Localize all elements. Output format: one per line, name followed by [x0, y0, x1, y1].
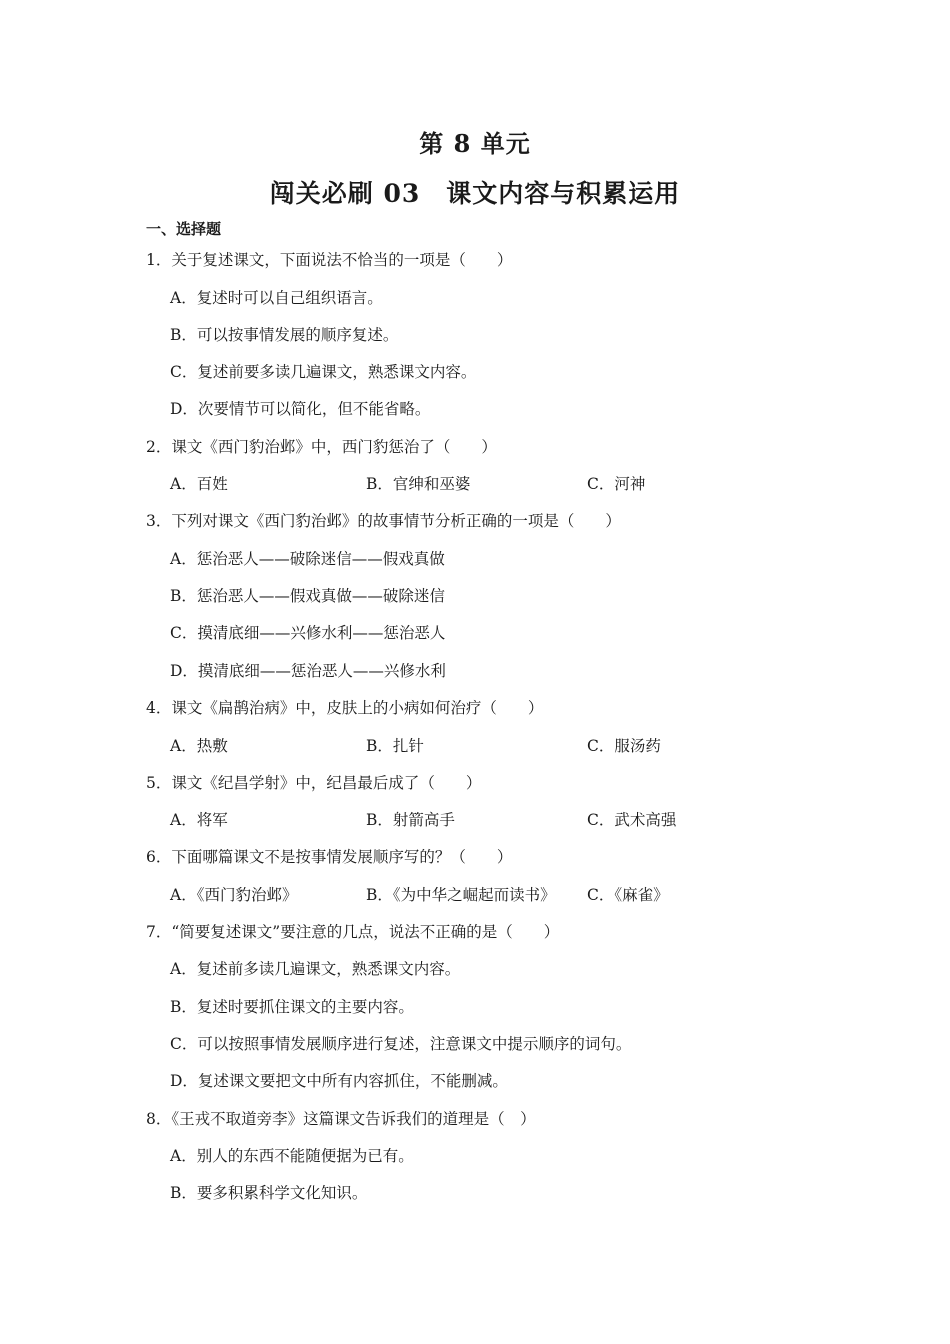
q4-option-c: C．服汤药 [587, 737, 661, 755]
section-heading: 一、选择题 [146, 220, 222, 238]
q1-option-b: B．可以按事情发展的顺序复述。 [170, 326, 399, 344]
q7-option-a: A．复述前多读几遍课文，熟悉课文内容。 [170, 960, 461, 978]
q1-option-d: D．次要情节可以简化，但不能省略。 [170, 400, 431, 418]
question-5: 5．课文《纪昌学射》中，纪昌最后成了（ ） [146, 774, 482, 792]
q7-option-d: D．复述课文要把文中所有内容抓住，不能删减。 [170, 1072, 508, 1090]
q3-option-d: D．摸清底细——惩治恶人——兴修水利 [170, 662, 446, 680]
q1-option-c: C．复述前要多读几遍课文，熟悉课文内容。 [170, 363, 477, 381]
q5-option-c: C．武术高强 [587, 811, 677, 829]
unit-title: 第 8 单元 [419, 129, 531, 158]
q6-option-b: B．《为中华之崛起而读书》 [366, 886, 556, 904]
q8-option-b: B．要多积累科学文化知识。 [170, 1184, 368, 1202]
question-3: 3．下列对课文《西门豹治邺》的故事情节分析正确的一项是（ ） [146, 512, 621, 530]
question-8: 8．《王戎不取道旁李》这篇课文告诉我们的道理是（ ） [146, 1110, 536, 1128]
question-6: 6．下面哪篇课文不是按事情发展顺序写的？（ ） [146, 848, 513, 866]
q5-option-b: B．射箭高手 [366, 811, 455, 829]
q7-option-b: B．复述时要抓住课文的主要内容。 [170, 998, 414, 1016]
q4-option-b: B．扎针 [366, 737, 424, 755]
q3-option-c: C．摸清底细——兴修水利——惩治恶人 [170, 624, 446, 642]
q4-option-a: A．热敷 [170, 737, 228, 755]
q3-option-a: A．惩治恶人——破除迷信——假戏真做 [170, 550, 445, 568]
question-7: 7．“简要复述课文”要注意的几点，说法不正确的是（ ） [146, 923, 560, 941]
q6-option-a: A．《西门豹治邺》 [170, 886, 298, 904]
question-4: 4．课文《扁鹊治病》中，皮肤上的小病如何治疗（ ） [146, 699, 544, 717]
q2-option-a: A．百姓 [170, 475, 228, 493]
q1-option-a: A．复述时可以自己组织语言。 [170, 289, 383, 307]
question-2: 2．课文《西门豹治邺》中，西门豹惩治了（ ） [146, 438, 497, 456]
q7-option-c: C．可以按照事情发展顺序进行复述，注意课文中提示顺序的词句。 [170, 1035, 632, 1053]
q3-option-b: B．惩治恶人——假戏真做——破除迷信 [170, 587, 445, 605]
q2-option-c: C．河神 [587, 475, 646, 493]
q2-option-b: B．官绅和巫婆 [366, 475, 471, 493]
q5-option-a: A．将军 [170, 811, 228, 829]
q8-option-a: A．别人的东西不能随便据为已有。 [170, 1147, 414, 1165]
q6-option-c: C．《麻雀》 [587, 886, 669, 904]
page-title: 闯关必刷 03 课文内容与积累运用 [269, 179, 681, 208]
question-1: 1．关于复述课文，下面说法不恰当的一项是（ ） [146, 251, 513, 269]
